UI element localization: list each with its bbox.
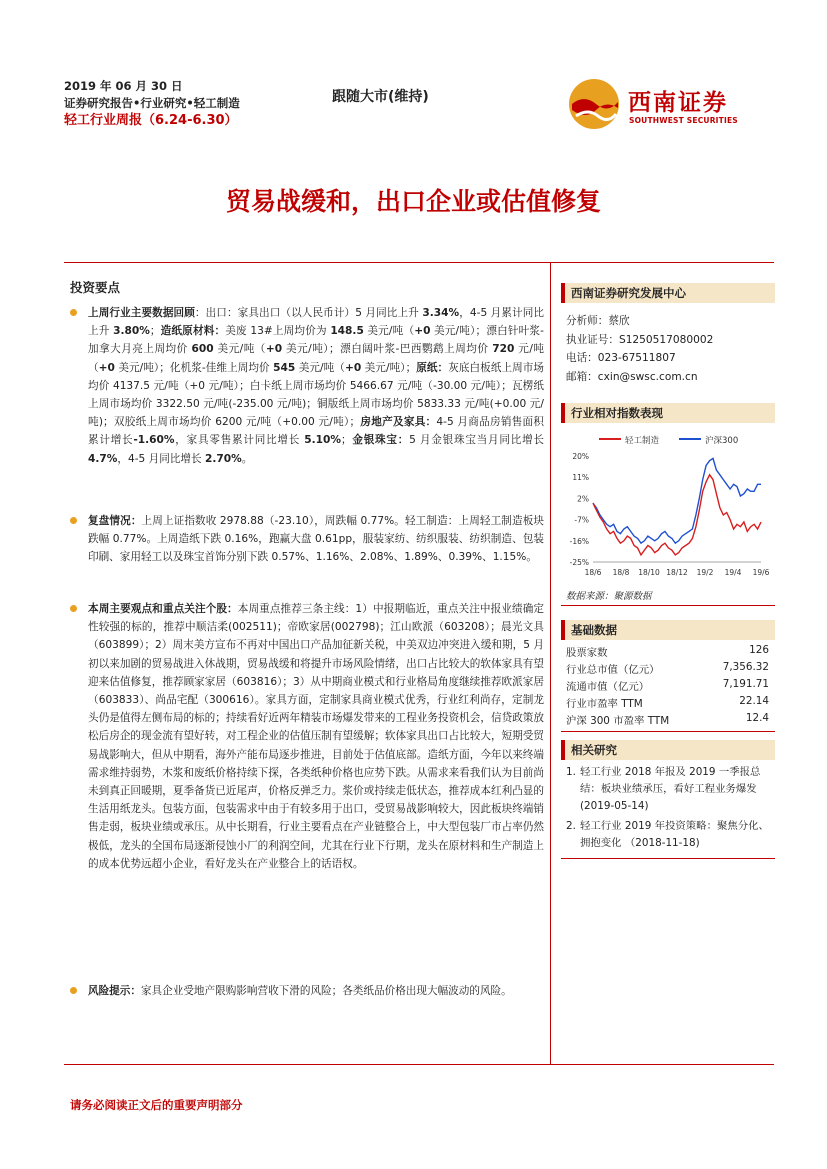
x-tick-label: 19/6 xyxy=(752,568,770,577)
para-weekly-views: 本周主要观点和重点关注个股：本周重点推荐三条主线：1）中报期临近，重点关注中报业绩确定性较强的标的，推荐中顺洁柔(002511)；帝欧家居(002798)；江山欧派（603208）；晨光文具（603899）；2）周末美方宣布不再对中国出口产品加征新关税，中美双边冲突进入缓和期，5 月初以来加剧的贸易战进入休战期，贸易战缓和将提升市场风险情绪，出口占比较大的软体家具有望迎来估值修复，推荐顾家家居（603816）；3）从中期商业模式和行业格局角度继续推荐欧派家居（603833）、尚品宅配（300616）。家具方面，定制家具商业模式优秀，行业红利尚存，定制龙头仍是值得左侧布局的标的；持续看好近两年精装市场爆发带来的工程业务投资机会，信贷政策放松后房企的现金流有望好转，对工程企业的估值压制有望缓解；软体家具出口占比较大，短期受贸易战影响大，但从中期看，海外产能布局逐步推进，目前处于估值底部。造纸方面，今年以来终端需求维持弱势，木浆和废纸价格持续下探，各类纸种价格也应势下跌。从需求来看我们认为目前尚未到真正回暖期，夏季备货已近尾声，价格反弹乏力。浆价或持续走低状态，推荐成本红利凸显的生活用纸龙头。包装方面，包装需求中由于有较多用于出口，受贸易战影响较大，因此板块终端销售走弱，板块业绩或承压。从中长期看，行业主要看点在产业链整合上，中大型包装厂市占率仍然极低，龙头的全国布局逐渐侵蚀小厂的利润空间，尤其在行业下行期，龙头在原材料和生产制造上的成本优势远超小企业，看好龙头在产业整合上的话语权。 xyxy=(70,600,544,873)
para-risk: 风险提示：家具企业受地产限购影响营收下滑的风险；各类纸品价格出现大幅波动的风险。 xyxy=(70,982,544,1000)
report-header-info xyxy=(64,78,240,130)
analyst-info: 分析师：蔡欣 执业证号：S1250517080002 电话：023-67511807 邮箱：cxin@swsc.com.cn xyxy=(566,315,714,383)
x-tick-label: 18/10 xyxy=(638,568,660,577)
page-title: 贸易战缓和，出口企业或估值修复 xyxy=(225,187,601,216)
rating: 跟随大市(维持) xyxy=(332,89,429,105)
bullet-icon xyxy=(70,987,77,994)
basic-data-row: 流通市值（亿元） 7,191.71 xyxy=(566,678,769,693)
analyst-name: 蔡欣 xyxy=(608,315,630,327)
y-tick-label: -25% xyxy=(569,558,589,567)
para-data-review: 上周行业主要数据回顾：出口：家具出口（以人民币计）5 月同比上升 3.34%，4-5 月累计同比上升 3.80%；造纸原材料：美废 13#上周均价为 148.5 美元/吨（+0 美元/吨）；漂白针叶浆-加拿大月亮上周均价 600 美元/吨（+0 美元/吨）；漂白阔叶浆-巴西鹦鹉上周均价 720 元/吨（+0 美元/吨）；化机浆-佳维上周均价 545 美元/吨（+0 美元/吨）；原纸：灰底白板纸上周市场均价 4137.5 元/吨（+0 元/吨）；白卡纸上周市场均价 5466.67 元/吨（-30.00 元/吨）；瓦楞纸上周市场均价 3322.50 元/吨(-235.00 元/吨)；铜版纸上周市场均价 5833.33 元/吨(+0.00 元/吨)；双胶纸上周市场均价 6200 元/吨（+0.00 元/吨）；房地产及家具：4-5 月商品房销售面积累计增长-1.60%，家具零售累计同比增长 5.10%；金银珠宝：5 月金银珠宝当月同比增长 4.7%，4-5 月同比增长 2.70%。 xyxy=(70,304,544,468)
y-tick-label: -7% xyxy=(574,515,589,525)
y-tick-label: 20% xyxy=(572,452,589,461)
bullet-icon xyxy=(70,605,77,612)
bullet-icon xyxy=(70,309,77,316)
brand-name: 西南证券 xyxy=(628,90,728,116)
sidebar-divider xyxy=(561,858,775,859)
brand-name-en: SOUTHWEST SECURITIES xyxy=(629,116,738,125)
bottom-divider xyxy=(64,1064,774,1065)
report-type: 证券研究报告•行业研究•轻工制造 xyxy=(64,95,240,110)
research-center-header: 西南证券研究发展中心 xyxy=(561,283,775,303)
disclaimer-footer: 请务必阅读正文后的重要声明部分 xyxy=(70,1098,243,1112)
x-tick-label: 19/2 xyxy=(696,568,714,577)
analyst-tel: 023-67511807 xyxy=(597,352,676,364)
basic-data-row: 行业总市值（亿元） 7,356.32 xyxy=(566,661,769,676)
sidebar-divider xyxy=(561,605,775,606)
section-title: 投资要点 xyxy=(70,280,121,295)
basic-data-header: 基础数据 xyxy=(561,620,775,640)
y-tick-label: 2% xyxy=(577,494,589,504)
analyst-email[interactable]: cxin@swsc.com.cn xyxy=(597,370,698,383)
x-tick-label: 18/8 xyxy=(612,568,630,577)
legend-label-hs300: 沪深300 xyxy=(705,436,739,446)
y-tick-label: 11% xyxy=(572,473,589,483)
legend-label-industry: 轻工制造 xyxy=(625,436,660,446)
top-divider xyxy=(64,262,774,263)
relative-index-chart xyxy=(561,428,771,582)
related-item[interactable]: 1. 轻工行业 2018 年报及 2019 一季报总结：板块业绩承压，看好工程业务爆发 (2019-05-14) xyxy=(566,766,761,812)
report-date: 2019 年 06 月 30 日 xyxy=(64,79,183,93)
basic-data-row: 股票家数 126 xyxy=(566,644,769,659)
related-research-header: 相关研究 xyxy=(561,740,775,760)
x-tick-label: 18/12 xyxy=(666,568,688,577)
y-tick-label: -16% xyxy=(569,536,589,546)
column-divider xyxy=(550,262,551,1064)
series-hs300 xyxy=(593,458,761,543)
para-market-review: 复盘情况：上周上证指数收 2978.88（-23.10），周跌幅 0.77%。轻工制造：上周轻工制造板块跌幅 0.77%。上周造纸下跌 0.16%，跑赢大盘 0.61pp，服装家纺、纺织服装、纺织制造、包装印刷、家用轻工以及珠宝首饰分别下跌 0.57%、1.16%、2.08%、1.89%、0.39%、1.15%。 xyxy=(70,512,544,567)
chart-source: 数据来源：聚源数据 xyxy=(566,591,652,602)
series-industry xyxy=(593,475,761,555)
related-item[interactable]: 2. 轻工行业 2019 年投资策略：聚焦分化、拥抱变化 （2018-11-18) xyxy=(566,820,769,849)
basic-data-row: 行业市盈率 TTM 22.14 xyxy=(566,695,769,710)
basic-data-row: 沪深 300 市盈率 TTM 12.4 xyxy=(566,712,769,727)
report-name: 轻工行业周报（6.24-6.30） xyxy=(64,113,238,128)
x-tick-label: 19/4 xyxy=(724,568,742,577)
bullet-icon xyxy=(70,517,77,524)
sidebar-divider xyxy=(561,731,775,732)
chart-section-header: 行业相对指数表现 xyxy=(561,403,775,423)
x-tick-label: 18/6 xyxy=(584,568,602,577)
analyst-cert: S1250517080002 xyxy=(618,333,714,346)
